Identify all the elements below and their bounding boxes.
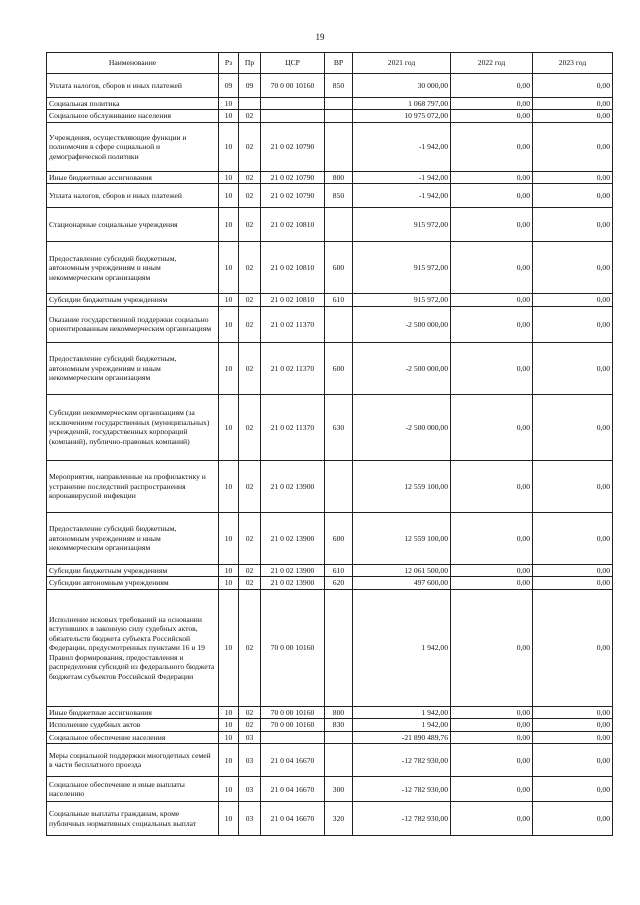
cell-2023: 0,00 xyxy=(533,744,613,777)
cell-pr: 03 xyxy=(239,731,261,743)
cell-rz: 10 xyxy=(219,242,239,294)
table-row xyxy=(47,171,613,183)
cell-2023: 0,00 xyxy=(533,306,613,342)
cell-rz: 10 xyxy=(219,208,239,242)
cell-2023: 0,00 xyxy=(533,184,613,208)
cell-csr: 21 0 02 13900 xyxy=(261,512,325,564)
cell-csr: 70 0 00 10160 xyxy=(261,719,325,731)
table-row xyxy=(47,184,613,208)
cell-vr: 300 xyxy=(325,777,353,802)
cell-2021: -2 500 000,00 xyxy=(353,342,451,394)
cell-rz: 10 xyxy=(219,512,239,564)
cell-2021: 497 600,00 xyxy=(353,577,451,589)
cell-2022: 0,00 xyxy=(451,719,533,731)
cell-name: Социальное обеспечение населения xyxy=(47,731,219,743)
cell-csr: 21 0 02 11370 xyxy=(261,342,325,394)
cell-csr: 70 0 00 10160 xyxy=(261,74,325,98)
table-row xyxy=(47,719,613,731)
cell-2022: 0,00 xyxy=(451,394,533,460)
cell-vr xyxy=(325,744,353,777)
cell-name: Меры социальной поддержки многодетных семей в части бесплатного проезда xyxy=(47,744,219,777)
cell-pr: 03 xyxy=(239,744,261,777)
cell-2021: 30 000,00 xyxy=(353,74,451,98)
cell-name: Предоставление субсидий бюджетным, автономным учреждениям и иным некоммерческим организациям xyxy=(47,342,219,394)
cell-csr xyxy=(261,731,325,743)
table-row xyxy=(47,744,613,777)
cell-rz: 10 xyxy=(219,460,239,512)
cell-vr xyxy=(325,98,353,110)
cell-2022: 0,00 xyxy=(451,512,533,564)
cell-2021: -12 782 930,00 xyxy=(353,802,451,836)
header-name: Наименование xyxy=(47,53,219,74)
cell-2023: 0,00 xyxy=(533,208,613,242)
cell-pr: 02 xyxy=(239,460,261,512)
cell-2021: 12 559 100,00 xyxy=(353,460,451,512)
cell-2023: 0,00 xyxy=(533,564,613,576)
cell-pr: 02 xyxy=(239,110,261,122)
header-2023: 2023 год xyxy=(533,53,613,74)
cell-pr: 02 xyxy=(239,706,261,718)
cell-2022: 0,00 xyxy=(451,208,533,242)
cell-2022: 0,00 xyxy=(451,242,533,294)
header-row xyxy=(47,53,613,74)
cell-vr: 620 xyxy=(325,577,353,589)
cell-2022: 0,00 xyxy=(451,294,533,306)
table-row xyxy=(47,777,613,802)
cell-name: Иные бюджетные ассигнования xyxy=(47,171,219,183)
cell-2022: 0,00 xyxy=(451,777,533,802)
cell-2021: 1 068 797,00 xyxy=(353,98,451,110)
cell-pr: 02 xyxy=(239,242,261,294)
cell-name: Субсидии бюджетным учреждениям xyxy=(47,564,219,576)
cell-rz: 10 xyxy=(219,110,239,122)
cell-rz: 10 xyxy=(219,294,239,306)
cell-rz: 10 xyxy=(219,98,239,110)
cell-pr: 02 xyxy=(239,512,261,564)
cell-vr: 600 xyxy=(325,342,353,394)
table-row xyxy=(47,802,613,836)
cell-csr: 21 0 02 13900 xyxy=(261,577,325,589)
cell-2021: 915 972,00 xyxy=(353,294,451,306)
cell-csr: 21 0 02 13900 xyxy=(261,460,325,512)
cell-rz: 10 xyxy=(219,777,239,802)
cell-csr: 21 0 02 10790 xyxy=(261,122,325,171)
cell-pr: 02 xyxy=(239,577,261,589)
header-2022: 2022 год xyxy=(451,53,533,74)
budget-table xyxy=(46,52,613,836)
cell-2021: -1 942,00 xyxy=(353,184,451,208)
cell-pr: 09 xyxy=(239,74,261,98)
table-row xyxy=(47,306,613,342)
cell-vr xyxy=(325,731,353,743)
cell-2022: 0,00 xyxy=(451,589,533,706)
cell-csr: 21 0 04 16670 xyxy=(261,744,325,777)
table-row xyxy=(47,512,613,564)
cell-2023: 0,00 xyxy=(533,731,613,743)
cell-2023: 0,00 xyxy=(533,294,613,306)
table-row xyxy=(47,98,613,110)
cell-pr xyxy=(239,98,261,110)
cell-pr: 03 xyxy=(239,802,261,836)
cell-pr: 02 xyxy=(239,171,261,183)
cell-vr: 830 xyxy=(325,719,353,731)
cell-2023: 0,00 xyxy=(533,171,613,183)
cell-pr: 02 xyxy=(239,294,261,306)
cell-vr: 320 xyxy=(325,802,353,836)
cell-vr: 800 xyxy=(325,706,353,718)
cell-name: Уплата налогов, сборов и иных платежей xyxy=(47,74,219,98)
cell-2021: 12 559 100,00 xyxy=(353,512,451,564)
cell-2022: 0,00 xyxy=(451,802,533,836)
cell-vr: 610 xyxy=(325,564,353,576)
table-row xyxy=(47,394,613,460)
table-row xyxy=(47,342,613,394)
cell-2022: 0,00 xyxy=(451,110,533,122)
cell-csr: 21 0 04 16670 xyxy=(261,802,325,836)
cell-vr xyxy=(325,460,353,512)
cell-2021: -12 782 930,00 xyxy=(353,744,451,777)
cell-pr: 02 xyxy=(239,122,261,171)
cell-vr xyxy=(325,110,353,122)
cell-2022: 0,00 xyxy=(451,306,533,342)
cell-vr xyxy=(325,208,353,242)
cell-2023: 0,00 xyxy=(533,98,613,110)
cell-2021: 12 061 500,00 xyxy=(353,564,451,576)
cell-2022: 0,00 xyxy=(451,74,533,98)
cell-rz: 10 xyxy=(219,706,239,718)
cell-2021: 1 942,00 xyxy=(353,706,451,718)
table-row xyxy=(47,110,613,122)
cell-rz: 10 xyxy=(219,394,239,460)
cell-name: Мероприятия, направленные на профилактику и устранение последствий распространения коронавирусной инфекции xyxy=(47,460,219,512)
cell-csr: 21 0 02 11370 xyxy=(261,306,325,342)
cell-2022: 0,00 xyxy=(451,744,533,777)
cell-name: Исполнение судебных актов xyxy=(47,719,219,731)
cell-2021: -12 782 930,00 xyxy=(353,777,451,802)
cell-2021: -1 942,00 xyxy=(353,122,451,171)
cell-csr: 21 0 02 10810 xyxy=(261,242,325,294)
cell-2022: 0,00 xyxy=(451,98,533,110)
cell-name: Социальное обеспечение и иные выплаты населению xyxy=(47,777,219,802)
cell-csr: 21 0 02 10790 xyxy=(261,184,325,208)
table-row xyxy=(47,122,613,171)
cell-2022: 0,00 xyxy=(451,460,533,512)
cell-2023: 0,00 xyxy=(533,719,613,731)
table-body xyxy=(47,74,613,836)
cell-2021: 915 972,00 xyxy=(353,208,451,242)
cell-csr: 70 0 00 10160 xyxy=(261,589,325,706)
cell-rz: 10 xyxy=(219,171,239,183)
table-row xyxy=(47,74,613,98)
cell-csr xyxy=(261,110,325,122)
cell-rz: 10 xyxy=(219,719,239,731)
cell-name: Исполнение исковых требований на основании вступивших в законную силу судебных актов, обязательств бюджета субъекта Российской Федерации, предусмотренных пунктами 16 и 19 Правил формирования, предоставления и распределения субсидий из федерального бюджета бюджетам субъектов Российской Федерации xyxy=(47,589,219,706)
cell-2021: 915 972,00 xyxy=(353,242,451,294)
cell-csr: 21 0 02 10790 xyxy=(261,171,325,183)
cell-rz: 09 xyxy=(219,74,239,98)
cell-name: Предоставление субсидий бюджетным, автономным учреждениям и иным некоммерческим организациям xyxy=(47,242,219,294)
cell-2023: 0,00 xyxy=(533,122,613,171)
table-row xyxy=(47,564,613,576)
cell-pr: 02 xyxy=(239,394,261,460)
table-row xyxy=(47,731,613,743)
cell-2023: 0,00 xyxy=(533,110,613,122)
page-number: 19 xyxy=(315,32,325,42)
cell-2023: 0,00 xyxy=(533,589,613,706)
table-row xyxy=(47,460,613,512)
header-vr: ВР xyxy=(325,53,353,74)
cell-pr: 02 xyxy=(239,589,261,706)
cell-rz: 10 xyxy=(219,589,239,706)
cell-name: Уплата налогов, сборов и иных платежей xyxy=(47,184,219,208)
cell-vr: 800 xyxy=(325,171,353,183)
cell-rz: 10 xyxy=(219,306,239,342)
cell-2021: -2 500 000,00 xyxy=(353,306,451,342)
table-row xyxy=(47,589,613,706)
header-2021: 2021 год xyxy=(353,53,451,74)
cell-2021: 10 975 072,00 xyxy=(353,110,451,122)
header-pr: Пр xyxy=(239,53,261,74)
cell-2023: 0,00 xyxy=(533,460,613,512)
cell-2023: 0,00 xyxy=(533,242,613,294)
cell-vr xyxy=(325,122,353,171)
cell-2021: -2 500 000,00 xyxy=(353,394,451,460)
cell-pr: 03 xyxy=(239,777,261,802)
cell-name: Стационарные социальные учреждения xyxy=(47,208,219,242)
cell-vr: 600 xyxy=(325,512,353,564)
cell-rz: 10 xyxy=(219,564,239,576)
cell-2022: 0,00 xyxy=(451,184,533,208)
cell-rz: 10 xyxy=(219,184,239,208)
cell-2023: 0,00 xyxy=(533,394,613,460)
cell-pr: 02 xyxy=(239,208,261,242)
cell-name: Социальная политика xyxy=(47,98,219,110)
cell-2022: 0,00 xyxy=(451,731,533,743)
cell-2023: 0,00 xyxy=(533,74,613,98)
cell-csr: 21 0 02 11370 xyxy=(261,394,325,460)
cell-csr xyxy=(261,98,325,110)
cell-rz: 10 xyxy=(219,744,239,777)
cell-name: Учреждения, осуществляющие функции и полномочия в сфере социальной и демографической политики xyxy=(47,122,219,171)
cell-rz: 10 xyxy=(219,731,239,743)
cell-2021: 1 942,00 xyxy=(353,719,451,731)
cell-name: Оказание государственной поддержки социально ориентированным некоммерческим организациям xyxy=(47,306,219,342)
cell-2022: 0,00 xyxy=(451,706,533,718)
cell-rz: 10 xyxy=(219,802,239,836)
table-row xyxy=(47,577,613,589)
cell-csr: 21 0 02 10810 xyxy=(261,294,325,306)
cell-2023: 0,00 xyxy=(533,512,613,564)
cell-2022: 0,00 xyxy=(451,171,533,183)
cell-2021: 1 942,00 xyxy=(353,589,451,706)
cell-name: Социальное обслуживание населения xyxy=(47,110,219,122)
cell-name: Субсидии автономным учреждениям xyxy=(47,577,219,589)
header-rz: Рз xyxy=(219,53,239,74)
cell-vr xyxy=(325,589,353,706)
cell-vr: 610 xyxy=(325,294,353,306)
cell-2023: 0,00 xyxy=(533,342,613,394)
cell-csr: 21 0 02 13900 xyxy=(261,564,325,576)
cell-name: Субсидии бюджетным учреждениям xyxy=(47,294,219,306)
cell-2022: 0,00 xyxy=(451,577,533,589)
cell-vr xyxy=(325,306,353,342)
cell-2021: -1 942,00 xyxy=(353,171,451,183)
table-row xyxy=(47,208,613,242)
cell-2022: 0,00 xyxy=(451,122,533,171)
cell-vr: 850 xyxy=(325,184,353,208)
cell-2021: -21 890 489,76 xyxy=(353,731,451,743)
cell-vr: 850 xyxy=(325,74,353,98)
cell-csr: 21 0 02 10810 xyxy=(261,208,325,242)
cell-name: Социальные выплаты гражданам, кроме публичных нормативных социальных выплат xyxy=(47,802,219,836)
cell-2023: 0,00 xyxy=(533,706,613,718)
header-csr: ЦСР xyxy=(261,53,325,74)
cell-vr: 630 xyxy=(325,394,353,460)
table-row xyxy=(47,242,613,294)
cell-pr: 02 xyxy=(239,184,261,208)
cell-2022: 0,00 xyxy=(451,342,533,394)
cell-csr: 21 0 04 16670 xyxy=(261,777,325,802)
cell-2023: 0,00 xyxy=(533,777,613,802)
cell-pr: 02 xyxy=(239,306,261,342)
cell-pr: 02 xyxy=(239,564,261,576)
cell-rz: 10 xyxy=(219,342,239,394)
table-row xyxy=(47,706,613,718)
cell-csr: 70 0 00 10160 xyxy=(261,706,325,718)
cell-2022: 0,00 xyxy=(451,564,533,576)
cell-pr: 02 xyxy=(239,719,261,731)
cell-pr: 02 xyxy=(239,342,261,394)
cell-name: Предоставление субсидий бюджетным, автономным учреждениям и иным некоммерческим организациям xyxy=(47,512,219,564)
table-row xyxy=(47,294,613,306)
cell-vr: 600 xyxy=(325,242,353,294)
cell-2023: 0,00 xyxy=(533,802,613,836)
cell-name: Субсидии некоммерческим организациям (за исключением государственных (муниципальных) учреждений, государственных корпораций (компаний), публично-правовых компаний) xyxy=(47,394,219,460)
cell-rz: 10 xyxy=(219,122,239,171)
cell-name: Иные бюджетные ассигнования xyxy=(47,706,219,718)
cell-2023: 0,00 xyxy=(533,577,613,589)
cell-rz: 10 xyxy=(219,577,239,589)
